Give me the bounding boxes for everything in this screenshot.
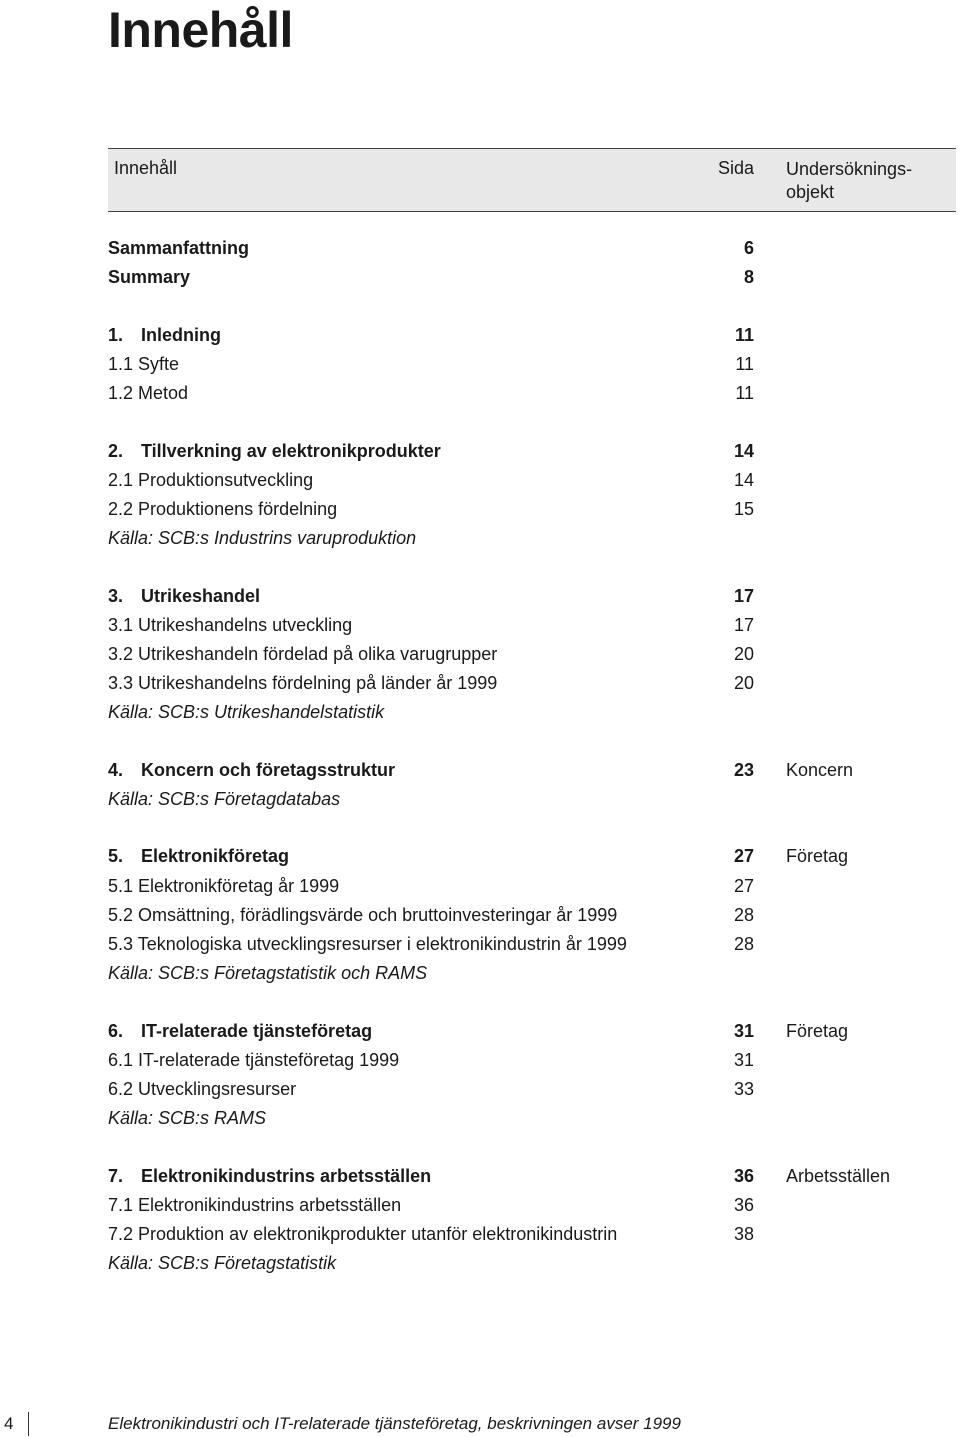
header-object-label: [786, 158, 946, 204]
chapter-number: 3.: [108, 585, 124, 606]
toc-subsection-row: [108, 901, 956, 930]
chapter-number: 2.: [108, 440, 124, 461]
toc-entry-label: [108, 785, 340, 814]
toc-entry-label: [108, 263, 190, 292]
toc-subsection-row: [108, 611, 956, 640]
toc-entry-label: [108, 1104, 266, 1133]
toc-entry-text: 1.2 Metod: [108, 382, 189, 403]
toc-entry-label: [108, 437, 441, 466]
toc-entry-text: Koncern och företagsstruktur: [141, 759, 396, 780]
table-of-contents: [108, 234, 956, 1306]
toc-entry-text: Utrikeshandel: [141, 585, 261, 606]
toc-entry-text: 3.3 Utrikeshandelns fördelning på länder år 1999: [108, 672, 498, 693]
toc-page-number: 11: [734, 324, 754, 345]
toc-chapter-row: [108, 756, 956, 785]
toc-entry-label: [108, 872, 339, 901]
toc-entry-text: 2.1 Produktionsutveckling: [108, 469, 314, 490]
toc-entry-text: Summary: [108, 267, 191, 288]
toc-entry-text: 6.2 Utvecklingsresurser: [108, 1078, 297, 1099]
toc-entry-label: [108, 611, 352, 640]
toc-section: [108, 1017, 956, 1133]
toc-section: [108, 437, 956, 553]
toc-entry-text: 5.2 Omsättning, förädlingsvärde och bruttoinvesteringar år 1999: [108, 904, 618, 925]
toc-entry-label: [108, 1046, 399, 1075]
toc-entry-text: 5.1 Elektronikföretag år 1999: [108, 875, 340, 896]
toc-entry-text: Källa: SCB:s Företagdatabas: [108, 788, 341, 809]
toc-subsection-row: [108, 466, 956, 495]
toc-header: [108, 148, 956, 212]
toc-entry-label: [108, 495, 337, 524]
toc-section: [108, 321, 956, 408]
toc-page-number: 17: [733, 585, 754, 606]
toc-subsection-row: [108, 495, 956, 524]
toc-source-row: [108, 785, 956, 814]
toc-section: [108, 234, 956, 292]
toc-entry-text: 6.1 IT-relaterade tjänsteföretag 1999: [108, 1049, 400, 1070]
toc-entry-label: [108, 234, 249, 263]
toc-entry-text: Källa: SCB:s Företagstatistik och RAMS: [108, 962, 428, 983]
toc-entry-text: 1.1 Syfte: [108, 353, 180, 374]
toc-subsection-row: [108, 1220, 956, 1249]
page-footer: [0, 1412, 960, 1436]
toc-chapter-row: [108, 582, 956, 611]
toc-entry-text: Källa: SCB:s Utrikeshandelstatistik: [108, 702, 385, 722]
toc-entry-text: Källa: SCB:s RAMS: [108, 1107, 267, 1128]
toc-page-number: 28: [733, 933, 754, 954]
toc-page-number: 8: [743, 267, 754, 288]
toc-entry-label: [108, 350, 179, 379]
toc-chapter-row: [108, 234, 956, 263]
toc-page-number: 17: [733, 614, 754, 635]
toc-entry-label: [108, 640, 497, 669]
toc-page-number: 28: [733, 904, 754, 925]
toc-section: [108, 582, 956, 727]
toc-page-number: 20: [733, 643, 754, 664]
toc-source-row: [108, 959, 956, 988]
chapter-number: 6.: [108, 1020, 124, 1041]
header-object-line-1: Undersöknings-: [786, 159, 913, 179]
toc-entry-label: [108, 959, 427, 988]
toc-entry-label: [108, 1017, 372, 1046]
toc-entry-text: 7.1 Elektronikindustrins arbetsställen: [108, 1194, 402, 1215]
toc-entry-text: Inledning: [141, 324, 221, 345]
toc-entry-text: 3.1 Utrikeshandelns utveckling: [108, 614, 353, 635]
toc-entry-text: Sammanfattning: [108, 238, 250, 258]
toc-subsection-row: [108, 379, 956, 408]
toc-entry-label: [108, 1191, 401, 1220]
toc-subsection-row: [108, 669, 956, 698]
toc-survey-object: Företag: [786, 846, 849, 867]
toc-chapter-row: [108, 263, 956, 292]
toc-entry-text: Elektronikföretag: [141, 846, 290, 867]
toc-subsection-row: [108, 1191, 956, 1220]
toc-entry-text: 2.2 Produktionens fördelning: [108, 498, 338, 519]
toc-page-number: 31: [733, 1049, 754, 1070]
toc-entry-label: [108, 1220, 617, 1249]
toc-chapter-row: [108, 1017, 956, 1046]
toc-entry-text: 7.2 Produktion av elektronikprodukter utanför elektronikindustrin: [108, 1223, 618, 1244]
toc-page-number: 14: [733, 440, 754, 461]
toc-entry-label: [108, 669, 497, 698]
footer-divider: [28, 1412, 29, 1436]
toc-page-number: 11: [735, 382, 754, 403]
header-page-label: Sida: [717, 158, 754, 178]
toc-subsection-row: [108, 350, 956, 379]
toc-page-number: 15: [733, 498, 754, 519]
toc-entry-text: Källa: SCB:s Industrins varuproduktion: [108, 527, 417, 548]
footer-page-number: 4: [4, 1414, 14, 1433]
chapter-number: 5.: [108, 846, 124, 867]
chapter-number: 1.: [108, 324, 124, 345]
toc-survey-object: Koncern: [786, 759, 854, 780]
toc-entry-text: Källa: SCB:s Företagstatistik: [108, 1252, 337, 1273]
toc-page-number: 27: [733, 875, 754, 896]
toc-section: [108, 1162, 956, 1278]
toc-entry-label: [108, 321, 221, 350]
toc-entry-label: [108, 466, 313, 495]
toc-entry-text: IT-relaterade tjänsteföretag: [141, 1020, 373, 1041]
toc-chapter-row: [108, 1162, 956, 1191]
toc-entry-label: [108, 756, 395, 785]
toc-source-row: [108, 1104, 956, 1133]
toc-entry-label: [108, 524, 416, 553]
header-object-line: [786, 159, 912, 202]
toc-section: [108, 842, 956, 987]
toc-chapter-row: [108, 842, 956, 871]
toc-entry-label: [108, 1249, 336, 1278]
toc-page-number: 11: [735, 353, 754, 374]
toc-chapter-row: [108, 437, 956, 466]
header-content-label: Innehåll: [114, 158, 178, 178]
toc-page-number: 36: [733, 1165, 754, 1186]
toc-entry-label: [108, 582, 260, 611]
toc-entry-label: [108, 842, 289, 871]
toc-subsection-row: [108, 640, 956, 669]
toc-page-number: 14: [733, 469, 754, 490]
toc-page-number: 33: [733, 1078, 754, 1099]
toc-page-number: 36: [733, 1194, 754, 1215]
toc-page-number: 27: [733, 846, 754, 867]
toc-entry-label: [108, 1075, 296, 1104]
toc-page-number: 6: [743, 238, 754, 258]
toc-subsection-row: [108, 1046, 956, 1075]
toc-source-row: [108, 698, 956, 727]
toc-page-number: 31: [733, 1020, 754, 1041]
toc-entry-text: Elektronikindustrins arbetsställen: [141, 1165, 432, 1186]
toc-source-row: [108, 524, 956, 553]
toc-page-number: 20: [733, 672, 754, 693]
toc-page-number: 38: [733, 1223, 754, 1244]
toc-page-number: 23: [733, 759, 754, 780]
toc-entry-label: [108, 698, 384, 727]
footer-text: Elektronikindustri och IT-relaterade tjänsteföretag, beskrivningen avser 1999: [108, 1414, 681, 1433]
toc-entry-label: [108, 1162, 431, 1191]
toc-entry-text: Tillverkning av elektronikprodukter: [141, 440, 441, 461]
toc-subsection-row: [108, 1075, 956, 1104]
toc-subsection-row: [108, 930, 956, 959]
toc-entry-label: [108, 901, 617, 930]
header-object-line-2: objekt: [786, 182, 835, 202]
toc-entry-text: 3.2 Utrikeshandeln fördelad på olika varugrupper: [108, 643, 498, 664]
toc-subsection-row: [108, 872, 956, 901]
toc-source-row: [108, 1249, 956, 1278]
toc-chapter-row: [108, 321, 956, 350]
toc-section: [108, 756, 956, 814]
chapter-number: 4.: [108, 759, 124, 780]
toc-entry-label: [108, 379, 188, 408]
page-title: Innehåll: [108, 2, 293, 58]
toc-entry-text: 5.3 Teknologiska utvecklingsresurser i elektronikindustrin år 1999: [108, 933, 627, 954]
toc-entry-label: [108, 930, 627, 959]
chapter-number: 7.: [108, 1165, 124, 1186]
toc-survey-object: Arbetsställen: [786, 1165, 891, 1186]
toc-survey-object: Företag: [786, 1020, 849, 1041]
